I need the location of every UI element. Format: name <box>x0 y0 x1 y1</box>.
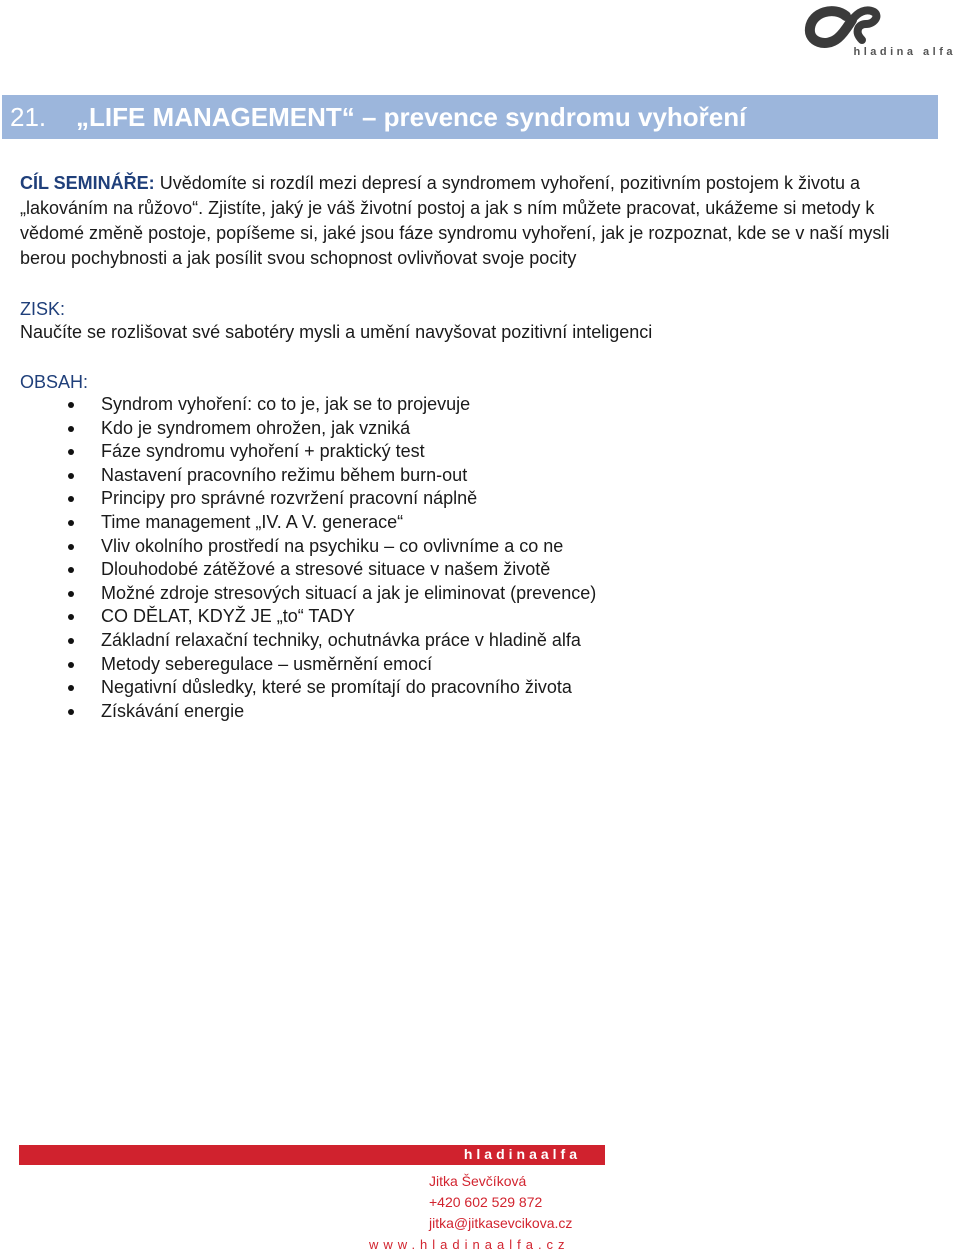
hladina-alfa-logo <box>800 2 960 60</box>
list-item: Fáze syndromu vyhoření + praktický test <box>68 440 596 464</box>
list-item: Kdo je syndromem ohrožen, jak vzniká <box>68 417 596 441</box>
goal-paragraph <box>20 171 932 271</box>
goal-label: CÍL SEMINÁŘE: <box>20 173 155 193</box>
card-bar <box>19 1145 605 1165</box>
list-item: Možné zdroje stresových situací a jak je eliminovat (prevence) <box>68 582 596 606</box>
content-list <box>68 393 596 723</box>
contact-card <box>19 1145 607 1255</box>
page-title: „LIFE MANAGEMENT“ – prevence syndromu vyhoření <box>76 101 747 132</box>
list-item: Principy pro správné rozvržení pracovní náplně <box>68 487 596 511</box>
list-item: CO DĚLAT, KDYŽ JE „to“ TADY <box>68 605 596 629</box>
card-brand: hladinaalfa <box>463 1146 581 1162</box>
alpha-logo-icon <box>802 2 882 52</box>
contact-phone: +420 602 529 872 <box>429 1194 543 1210</box>
contact-details <box>369 1171 573 1255</box>
list-item: Základní relaxační techniky, ochutnávka práce v hladině alfa <box>68 629 596 653</box>
logo-text: hladina alfa <box>853 46 956 58</box>
contact-email[interactable]: jitka@jitkasevcikova.cz <box>429 1215 573 1231</box>
title-bar <box>2 95 938 139</box>
list-item: Dlouhodobé zátěžové a stresové situace v našem životě <box>68 558 596 582</box>
section-number: 21. <box>10 101 47 132</box>
list-item: Time management „IV. A V. generace“ <box>68 511 596 535</box>
contact-web[interactable]: www.hladinaalfa.cz <box>369 1237 570 1252</box>
list-item: Negativní důsledky, které se promítají do pracovního života <box>68 676 596 700</box>
zisk-heading: ZISK: <box>20 299 66 319</box>
list-item: Syndrom vyhoření: co to je, jak se to projevuje <box>68 393 596 417</box>
list-item: Metody seberegulace – usměrnění emocí <box>68 653 596 677</box>
list-item: Nastavení pracovního režimu během burn-out <box>68 464 596 488</box>
obsah-heading: OBSAH: <box>20 372 89 392</box>
goal-text: Uvědomíte si rozdíl mezi depresí a syndromem vyhoření, pozitivním postojem k životu a „lakováním na růžovo“. Zjistíte, jaký je váš životní postoj a jak s ním můžete pracovat, ukážeme si metody k vědomé změně postoje, popíšeme si, jaké jsou fáze syndromu vyhoření, jak je rozpoznat, kde se v naší mysli berou pochybnosti a jak posílit svou schopnost ovlivňovat svoje pocity <box>20 173 890 268</box>
contact-name: Jitka Ševčíková <box>429 1173 527 1189</box>
list-item: Získávání energie <box>68 700 596 724</box>
list-item: Vliv okolního prostředí na psychiku – co ovlivníme a co ne <box>68 535 596 559</box>
zisk-text: Naučíte se rozlišovat své sabotéry mysli a umění navyšovat pozitivní inteligenci <box>20 322 653 342</box>
